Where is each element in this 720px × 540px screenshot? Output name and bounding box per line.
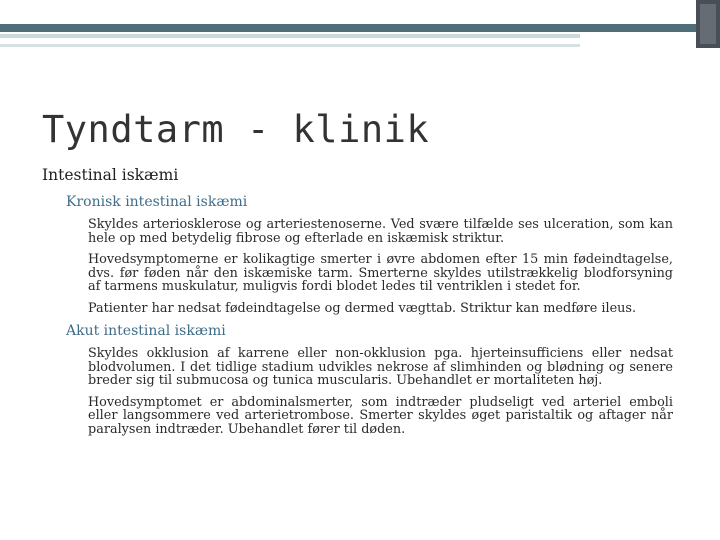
paragraph: Skyldes arteriosklerose og arteriestenoserne. Ved svære tilfælde ses ulceration, som kan hele op med betydelig fibrose og efterlade en iskæmisk striktur. [88, 217, 673, 246]
paragraph: Hovedsymptomerne er kolikagtige smerter i øvre abdomen efter 15 min fødeindtagelse, dvs. før føden når den iskæmiske tarm. Smerterne skyldes utilstrækkelig blodforsyning af tarmens muskulatur, muligvis fordi blodet ledes til ventriklen i stedet for. [88, 252, 673, 294]
paragraph: Hovedsymptomet er abdominalsmerter, som indtræder pludseligt ved arteriel emboli eller langsommere ved arterietrombose. Smerter skyldes øget paristaltik og aftager når paralysen indtræder. Ubehandlet fører til døden. [88, 394, 673, 437]
slide-body [42, 166, 682, 444]
main-heading: Intestinal iskæmi [42, 166, 179, 184]
paragraph: Patienter har nedsat fødeindtagelse og dermed vægttab. Striktur kan medføre ileus. [88, 300, 637, 316]
decorative-bar-light-2 [0, 44, 580, 47]
section-heading-chronic: Kronisk intestinal iskæmi [66, 194, 248, 210]
slide-title: Tyndtarm - klinik [42, 108, 430, 151]
section-heading-acute: Akut intestinal iskæmi [66, 323, 226, 339]
paragraph: Skyldes okklusion af karrene eller non-okklusion pga. hjerteinsufficiens eller nedsat blodvolumen. I det tidlige stadium udvikles nekrose af slimhinden og blødning og senere breder sig til submucosa og tunica muscularis. Ubehandlet er mortaliteten høj. [88, 346, 673, 388]
decorative-bar-dark [0, 24, 696, 32]
decorative-corner-block-inner [700, 4, 716, 44]
slide-top-band [0, 0, 720, 26]
decorative-bar-light [0, 34, 580, 38]
